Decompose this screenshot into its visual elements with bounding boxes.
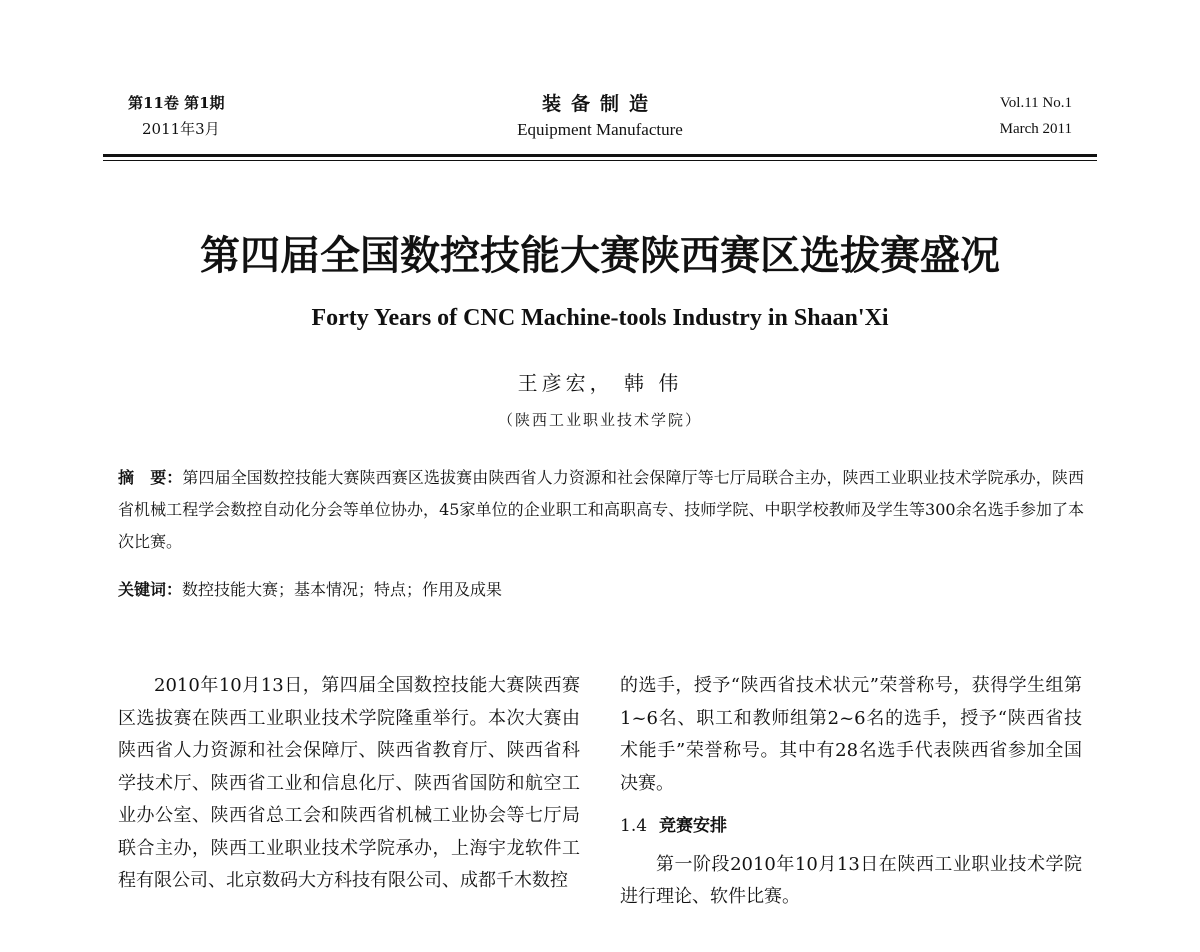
authors: 王彦宏， 韩 伟 [517, 371, 683, 395]
running-header-right [1000, 90, 1072, 142]
header-rule-thick [103, 154, 1097, 157]
body-paragraph-continued: 的选手，授予“陕西省技术状元”荣誉称号，获得学生组第1~6名、职工和教师组第2~6名的选手，授予“陕西省技术能手”荣誉称号。其中有28名选手代表陕西省参加全国决赛。 [620, 675, 1082, 794]
section-paragraph: 第一阶段2010年10月13日在陕西工业职业技术学院进行理论、软件比赛。 [620, 853, 1082, 907]
body-paragraph: 2010年10月13日，第四届全国数控技能大赛陕西赛区选拔赛在陕西工业职业技术学院隆重举行。本次大赛由陕西省人力资源和社会保障厅、陕西省教育厅、陕西省科学技术厅、陕西省工业和信息化厅、陕西省国防和航空工业办公室、陕西省总工会和陕西省机械工业协会等七厅局联合主办，陕西工业职业技术学院承办，上海宇龙软件工程有限公司、北京数码大方科技有限公司、成都千木数控 [118, 675, 580, 891]
section-title: 竞赛安排 [659, 816, 728, 836]
journal-name-en: Equipment Manufacture [517, 120, 683, 139]
body-column-left [118, 670, 580, 898]
abstract [118, 462, 1084, 558]
affiliation: （陕西工业职业技术学院） [497, 411, 702, 429]
section-heading [620, 810, 1082, 843]
date-cn: 2011年3月 [142, 120, 220, 138]
journal-name-cn: 装备制造 [541, 93, 658, 115]
date-en: March 2011 [999, 121, 1072, 137]
article-title-cn: 第四届全国数控技能大赛陕西赛区选拔赛盛况 [200, 233, 1000, 279]
abstract-text: 第四届全国数控技能大赛陕西赛区选拔赛由陕西省人力资源和社会保障厅等七厅局联合主办，陕西工业职业技术学院承办，陕西省机械工程学会数控自动化分会等单位协办，45家单位的企业职工和高职高专、技师学院、中职学校教师及学生等300余名选手参加了本次比赛。 [118, 468, 1084, 551]
article-title-en: Forty Years of CNC Machine-tools Industry in Shaan'Xi [311, 305, 889, 331]
header-rule-thin [103, 160, 1097, 161]
section-number: 1.4 [620, 816, 648, 836]
keywords-label: 关键词： [118, 580, 183, 599]
body-column-right [620, 670, 1082, 914]
keywords-text: 数控技能大赛；基本情况；特点；作用及成果 [182, 580, 503, 599]
keywords [118, 576, 1084, 604]
volume-issue-cn: 第11卷 第1期 [128, 94, 225, 112]
abstract-label: 摘 要： [118, 468, 183, 487]
volume-issue-en: Vol.11 No.1 [999, 95, 1072, 111]
